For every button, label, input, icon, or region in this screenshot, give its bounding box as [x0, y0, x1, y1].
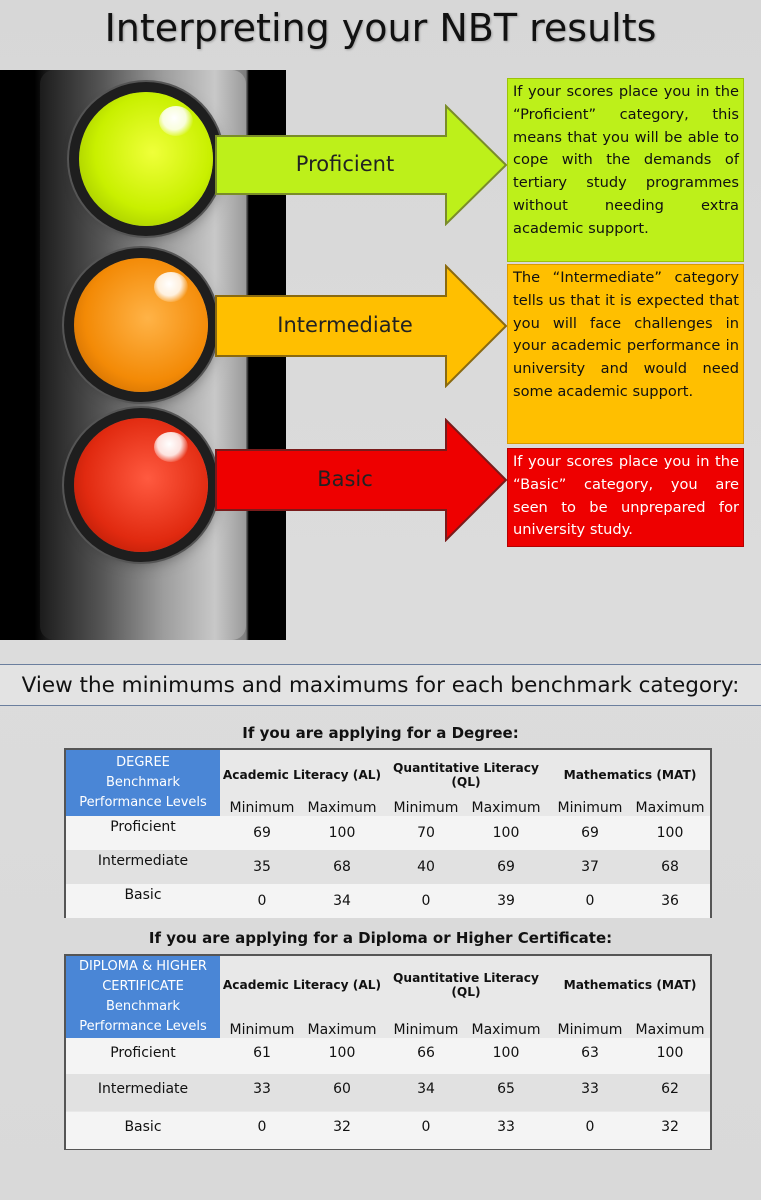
label-line: DEGREE: [116, 755, 170, 770]
row-label: Intermediate: [97, 853, 189, 869]
score-cell: 0: [257, 893, 267, 909]
score-cell: 33: [581, 1081, 599, 1097]
score-cell: 100: [656, 825, 684, 841]
group-header: Quantitative Literacy (QL): [393, 761, 539, 789]
column-subheader: Maximum: [471, 800, 541, 816]
score-cell: 33: [497, 1119, 515, 1135]
group-header: Mathematics (MAT): [563, 978, 697, 992]
group-header: Quantitative Literacy (QL): [393, 971, 539, 999]
column-subheader: Minimum: [229, 1022, 295, 1038]
score-cell: 0: [257, 1119, 267, 1135]
basic-arrow: [214, 418, 508, 542]
score-cell: 70: [417, 825, 435, 841]
row-label: Basic: [124, 887, 162, 903]
score-cell: 68: [661, 859, 679, 875]
score-cell: 33: [253, 1081, 271, 1097]
group-header: Mathematics (MAT): [563, 768, 697, 782]
label-line: Performance Levels: [79, 795, 207, 810]
score-cell: 100: [492, 1045, 520, 1061]
column-subheader: Maximum: [635, 800, 705, 816]
row-label: Proficient: [110, 819, 176, 835]
score-cell: 32: [661, 1119, 679, 1135]
row-label: Proficient: [110, 1045, 176, 1061]
degree-table-heading: If you are applying for a Degree:: [242, 724, 519, 742]
amber-light-icon: [74, 258, 208, 392]
score-cell: 32: [333, 1119, 351, 1135]
score-cell: 69: [581, 825, 599, 841]
page-title: Interpreting your NBT results: [104, 6, 657, 50]
row-label: Intermediate: [97, 1081, 189, 1097]
proficient-description: If your scores place you in the “Proficient” category, this means that you will be able to cope with the demands of tertiary study programmes without needing extra academic support.: [507, 78, 744, 262]
score-cell: 35: [253, 859, 271, 875]
basic-description: If your scores place you in the “Basic” category, you are seen to be unprepared for university study.: [507, 448, 744, 547]
score-cell: 61: [253, 1045, 271, 1061]
score-cell: 100: [656, 1045, 684, 1061]
score-cell: 100: [492, 825, 520, 841]
score-cell: 60: [333, 1081, 351, 1097]
score-cell: 69: [497, 859, 515, 875]
column-subheader: Maximum: [307, 1022, 377, 1038]
group-header: Academic Literacy (AL): [222, 978, 382, 992]
red-light-icon: [74, 418, 208, 552]
diploma-table-heading: If you are applying for a Diploma or Higher Certificate:: [148, 929, 613, 947]
score-cell: 65: [497, 1081, 515, 1097]
basic-arrow-label: Basic: [317, 467, 373, 491]
score-cell: 68: [333, 859, 351, 875]
score-cell: 100: [328, 1045, 356, 1061]
group-header: Academic Literacy (AL): [222, 768, 382, 782]
diploma-benchmark-table: [64, 954, 712, 1150]
row-label: Basic: [124, 1119, 162, 1135]
proficient-arrow: [214, 104, 508, 226]
score-cell: 100: [328, 825, 356, 841]
score-cell: 0: [421, 1119, 431, 1135]
green-light-icon: [79, 92, 213, 226]
column-subheader: Maximum: [471, 1022, 541, 1038]
benchmark-section-heading: View the minimums and maximums for each benchmark category:: [21, 673, 740, 698]
diploma-label-cell: [66, 956, 220, 1038]
score-cell: 62: [661, 1081, 679, 1097]
score-cell: 66: [417, 1045, 435, 1061]
score-cell: 0: [585, 1119, 595, 1135]
score-cell: 0: [585, 893, 595, 909]
column-subheader: Minimum: [557, 800, 623, 816]
label-line: DIPLOMA & HIGHER: [79, 959, 207, 974]
score-cell: 37: [581, 859, 599, 875]
score-cell: 36: [661, 893, 679, 909]
intermediate-arrow-label: Intermediate: [277, 313, 413, 337]
label-line: Benchmark: [105, 999, 181, 1014]
score-cell: 69: [253, 825, 271, 841]
intermediate-arrow: [214, 264, 508, 388]
column-subheader: Maximum: [635, 1022, 705, 1038]
column-subheader: Maximum: [307, 800, 377, 816]
score-cell: 34: [333, 893, 351, 909]
label-line: Performance Levels: [79, 1019, 207, 1034]
score-cell: 39: [497, 893, 515, 909]
column-subheader: Minimum: [229, 800, 295, 816]
intermediate-description: The “Intermediate” category tells us that it is expected that you will face challenges in your academic performance in university and would need some academic support.: [507, 264, 744, 444]
column-subheader: Minimum: [557, 1022, 623, 1038]
score-cell: 34: [417, 1081, 435, 1097]
column-subheader: Minimum: [393, 800, 459, 816]
label-line: CERTIFICATE: [102, 979, 184, 994]
score-cell: 63: [581, 1045, 599, 1061]
label-line: Benchmark: [105, 775, 181, 790]
degree-label-cell: [66, 750, 220, 816]
score-cell: 40: [417, 859, 435, 875]
score-cell: 0: [421, 893, 431, 909]
proficient-arrow-label: Proficient: [295, 152, 395, 176]
degree-benchmark-table: [64, 748, 712, 918]
column-subheader: Minimum: [393, 1022, 459, 1038]
